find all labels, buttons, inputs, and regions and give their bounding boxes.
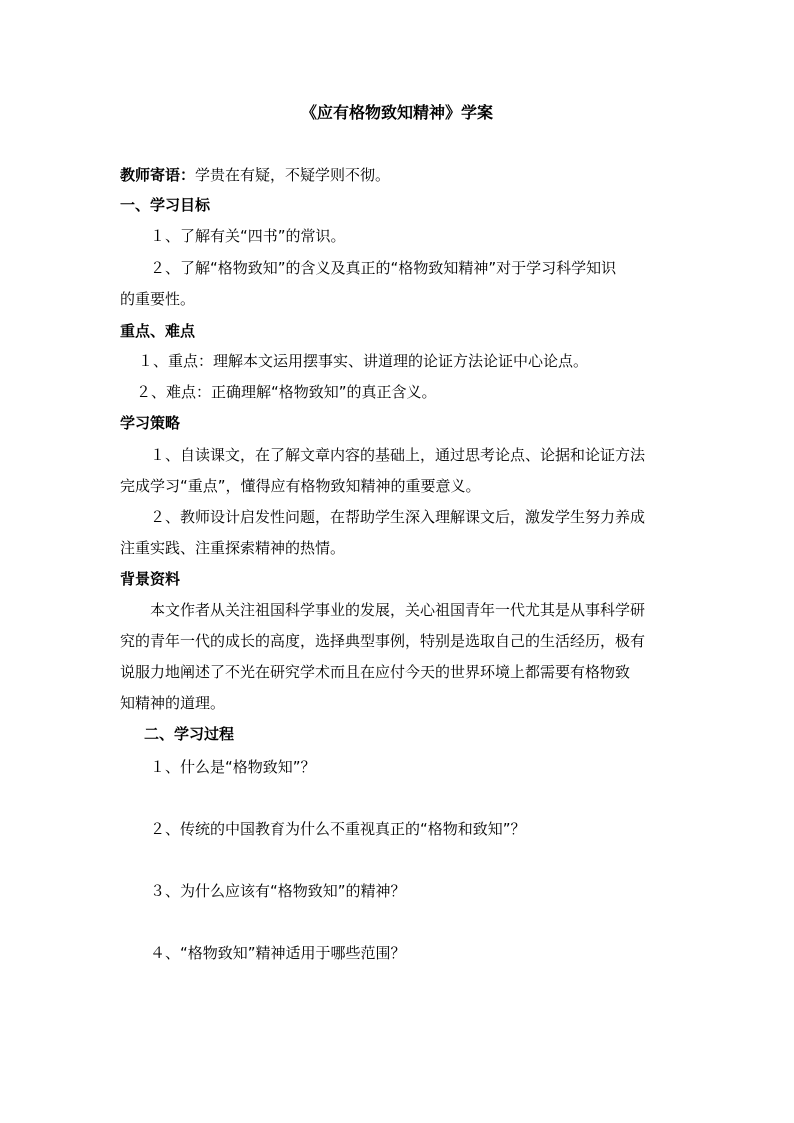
teacher-note-text: 学贵在有疑，不疑学则不彻。 (195, 166, 391, 184)
section1-item2-line1: ２、了解“格物致知”的含义及真正的“格物致知精神”对于学习科学知识 (150, 259, 617, 277)
background-line1: 本文作者从关注祖国科学事业的发展，关心祖国青年一代尤其是从事科学研 (150, 601, 646, 619)
key-points-heading: 重点、难点 (120, 322, 196, 340)
section2-heading: 二、学习过程 (144, 725, 235, 743)
background-line2: 究的青年一代的成长的高度，选择典型事例，特别是选取自己的生活经历，极有 (120, 632, 646, 650)
strategy-item1-line2: 完成学习“重点”，懂得应有格物致知精神的重要意义。 (120, 477, 481, 495)
document-title: 《应有格物致知精神》学案 (300, 103, 493, 122)
section2-question1: １、什么是“格物致知”？ (150, 758, 316, 776)
section2-question3: ３、为什么应该有“格物致知”的精神？ (150, 882, 406, 900)
teacher-note-label: 教师寄语： (120, 166, 196, 184)
teacher-note (120, 164, 390, 186)
section1-heading: 一、学习目标 (120, 196, 211, 214)
strategy-item2-line1: ２、教师设计启发性问题，在帮助学生深入理解课文后，激发学生努力养成 (150, 508, 646, 526)
section2-question2: ２、传统的中国教育为什么不重视真正的“格物和致知”？ (150, 820, 526, 838)
section2-question4: ４、“格物致知”精神适用于哪些范围？ (150, 944, 406, 962)
strategy-heading: 学习策略 (120, 414, 181, 432)
background-heading: 背景资料 (120, 570, 181, 588)
key-points-item2: ２、难点：正确理解“格物致知”的真正含义。 (136, 383, 437, 401)
background-line3: 说服力地阐述了不光在研究学术而且在应付今天的世界环境上都需要有格物致 (120, 663, 631, 681)
section1-item1: １、了解有关“四书”的常识。 (150, 227, 346, 245)
section1-item2-line2: 的重要性。 (120, 290, 196, 308)
key-points-item1: １、重点：理解本文运用摆事实、讲道理的论证方法论证中心论点。 (138, 352, 589, 370)
background-line4: 知精神的道理。 (120, 694, 226, 712)
strategy-item1-line1: １、自读课文，在了解文章内容的基础上，通过思考论点、论据和论证方法 (150, 446, 646, 464)
strategy-item2-line2: 注重实践、注重探索精神的热情。 (120, 539, 346, 557)
